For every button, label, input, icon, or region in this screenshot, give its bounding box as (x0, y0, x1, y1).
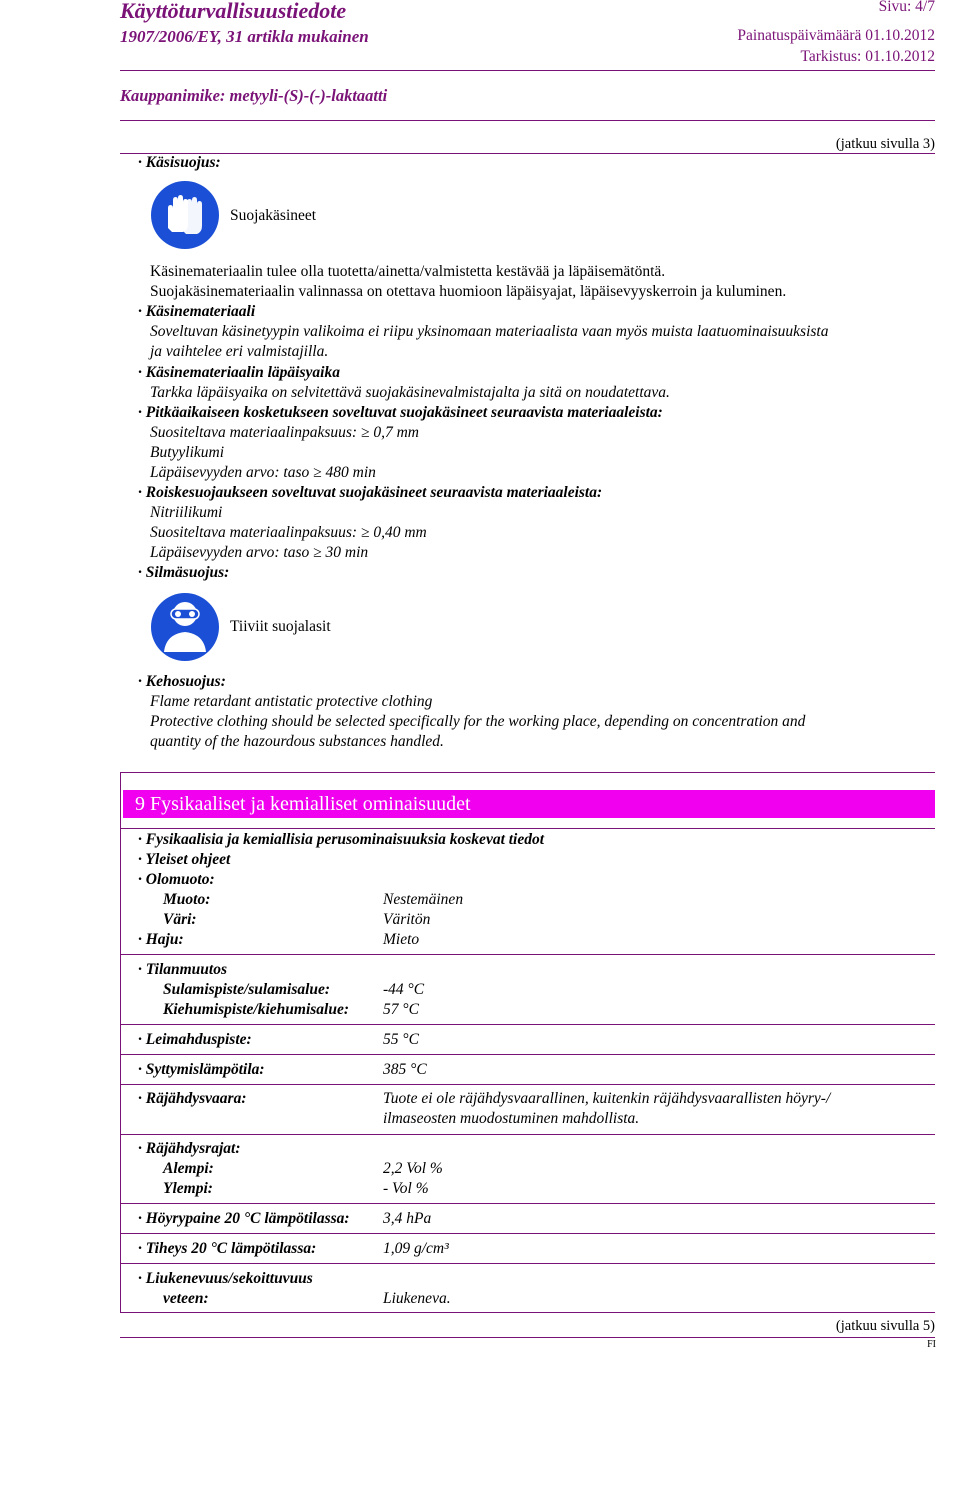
splash-label: · Roiskesuojaukseen soveltuvat suojakäsineet seuraavista materiaaleista: (138, 484, 603, 501)
regulation-subtitle: 1907/2006/EY, 31 artikla mukainen (120, 27, 369, 46)
density-value: 1,09 g/cm³ (383, 1240, 449, 1257)
long-term-thickness: Suositeltava materiaalinpaksuus: ≥ 0,7 mm (150, 424, 419, 441)
continuation-rule (120, 153, 935, 154)
ignition-rule (120, 1054, 935, 1055)
limits-rule (120, 1134, 935, 1135)
density-label: · Tiheys 20 °C lämpötilassa: (138, 1240, 317, 1257)
explosion-limits-label: · Räjähdysrajat: (138, 1140, 241, 1157)
header-rule (120, 70, 935, 71)
section9-top-rule (120, 772, 935, 773)
melting-label: Sulamispiste/sulamisalue: (163, 981, 331, 998)
body-text-2: Protective clothing should be selected specifically for the working place, depending on concentration and (150, 713, 806, 730)
hand-text-2: Suojakäsinemateriaalin valinnassa on otettava huomioon läpäisyajat, läpäisevyyskerroin ja kuluminen. (150, 283, 787, 300)
footer-rule (120, 1337, 935, 1338)
gloves-icon (150, 180, 220, 255)
vapour-pressure-value: 3,4 hPa (383, 1210, 432, 1227)
splash-permeation: Läpäisevyyden arvo: taso ≥ 30 min (150, 544, 369, 561)
splash-material: Nitriilikumi (150, 504, 223, 521)
ignition-label: · Syttymislämpötila: (138, 1061, 265, 1078)
goggles-icon (150, 592, 220, 667)
solubility-label-2: veteen: (163, 1290, 209, 1307)
splash-thickness: Suositeltava materiaalinpaksuus: ≥ 0,40 mm (150, 524, 427, 541)
lower-limit-label: Alempi: (163, 1160, 214, 1177)
explosion-rule (120, 1084, 935, 1085)
odor-label: · Haju: (138, 931, 184, 948)
long-term-material: Butyylikumi (150, 444, 225, 461)
hand-text-1: Käsinemateriaalin tulee olla tuotetta/ainetta/valmistetta kestävää ja läpäisemätöntä. (150, 263, 666, 280)
density-rule (120, 1233, 935, 1234)
phys-chem-info-label: · Fysikaalisia ja kemiallisia perusominaisuuksia koskevat tiedot (138, 831, 545, 848)
solubility-value: Liukeneva. (383, 1290, 451, 1307)
form-label: Muoto: (163, 891, 211, 908)
general-info-label: · Yleiset ohjeet (138, 851, 231, 868)
goggles-caption: Tiiviit suojalasit (230, 618, 331, 635)
continued-to: (jatkuu sivulla 5) (835, 1318, 935, 1334)
upper-limit-label: Ylempi: (163, 1180, 213, 1197)
section9-left-rule (120, 772, 121, 1312)
section9-bottom-rule (120, 1312, 935, 1313)
permeation-label: · Käsinemateriaalin läpäisyaika (138, 364, 340, 381)
appearance-label: · Olomuoto: (138, 871, 215, 888)
boiling-value: 57 °C (383, 1001, 419, 1018)
glove-material-label: · Käsinemateriaali (138, 303, 256, 320)
lower-limit-value: 2,2 Vol % (383, 1160, 443, 1177)
body-text-3: quantity of the hazourdous substances handled. (150, 733, 444, 750)
body-protection-label: · Kehosuojus: (138, 673, 226, 690)
ignition-value: 385 °C (383, 1061, 427, 1078)
form-value: Nestemäinen (383, 891, 464, 908)
melting-value: -44 °C (383, 981, 425, 998)
revision-date: Tarkistus: 01.10.2012 (800, 48, 935, 65)
upper-limit-value: - Vol % (383, 1180, 429, 1197)
permeation-text: Tarkka läpäisyaika on selvitettävä suojakäsinevalmistajalta ja sitä on noudatettava. (150, 384, 670, 401)
explosion-hazard-label: · Räjähdysvaara: (138, 1090, 247, 1107)
glove-material-text-2: ja vaihtelee eri valmistajilla. (150, 343, 329, 360)
state-rule (120, 954, 935, 955)
color-value: Väritön (383, 911, 431, 928)
eye-protection-label: · Silmäsuojus: (138, 564, 230, 581)
gloves-caption: Suojakäsineet (230, 207, 317, 224)
section9-title: 9 Fysikaaliset ja kemialliset ominaisuudet (123, 790, 935, 818)
hand-protection-label: · Käsisuojus: (138, 154, 221, 171)
flash-rule (120, 1024, 935, 1025)
print-date: Painatuspäivämäärä 01.10.2012 (737, 27, 935, 44)
state-change-label: · Tilanmuutos (138, 961, 228, 978)
body-text-1: Flame retardant antistatic protective clothing (150, 693, 433, 710)
solubility-label-1: · Liukenevuus/sekoittuvuus (138, 1270, 313, 1287)
header-rule-2 (120, 120, 935, 121)
solubility-rule (120, 1263, 935, 1264)
document-title: Käyttöturvallisuustiedote (120, 0, 347, 23)
flash-point-value: 55 °C (383, 1031, 419, 1048)
vapour-pressure-label: · Höyrypaine 20 °C lämpötilassa: (138, 1210, 350, 1227)
color-label: Väri: (163, 911, 197, 928)
trade-name: Kauppanimike: metyyli-(S)-(-)-laktaatti (120, 86, 388, 105)
language-code: FI (927, 1339, 936, 1350)
glove-material-text-1: Soveltuvan käsinetyypin valikoima ei riipu yksinomaan materiaalista vaan myös muista laatuominaisuuksista (150, 323, 829, 340)
odor-value: Mieto (383, 931, 420, 948)
flash-point-label: · Leimahduspiste: (138, 1031, 252, 1048)
vapour-rule (120, 1203, 935, 1204)
section9-title-rule (120, 828, 935, 829)
explosion-hazard-value-1: Tuote ei ole räjähdysvaarallinen, kuitenkin räjähdysvaarallisten höyry-/ (383, 1090, 831, 1107)
boiling-label: Kiehumispiste/kiehumisalue: (163, 1001, 350, 1018)
long-term-permeation: Läpäisevyyden arvo: taso ≥ 480 min (150, 464, 376, 481)
explosion-hazard-value-2: ilmaseosten muodostuminen mahdollista. (383, 1110, 640, 1127)
long-term-label: · Pitkäaikaiseen kosketukseen soveltuvat suojakäsineet seuraavista materiaaleista: (138, 404, 663, 421)
page-number: Sivu: 4/7 (878, 0, 935, 15)
continued-from: (jatkuu sivulla 3) (835, 136, 935, 152)
